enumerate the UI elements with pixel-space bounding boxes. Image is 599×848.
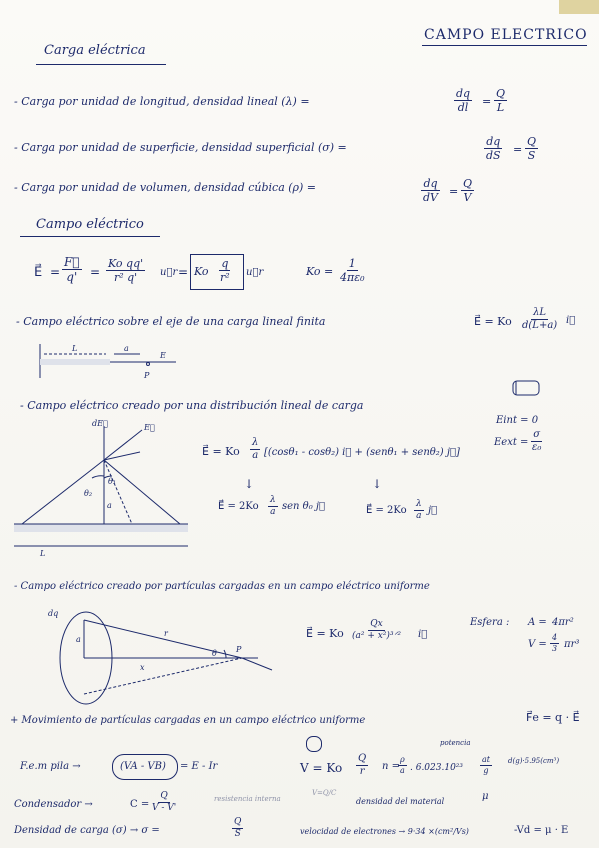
section-heading-campo: Campo eléctrico — [36, 217, 144, 232]
fraction — [480, 756, 492, 775]
unit-vector: u⃗r — [160, 267, 178, 278]
velocity-note: velocidad de electrones → 9·34 ×(cm²/Vs) — [300, 827, 469, 836]
numerator: at — [482, 755, 490, 764]
label-P: P — [144, 371, 150, 380]
capacitor-label: Condensador → — [14, 799, 93, 810]
ko-definition: Ko = — [306, 265, 334, 278]
esfera-label: Esfera : — [470, 617, 510, 628]
numerator: Q — [496, 87, 506, 100]
label-a: a — [124, 344, 129, 353]
fraction — [250, 438, 260, 461]
label-x: x — [140, 663, 145, 672]
numerator: Qx — [370, 619, 383, 629]
label-dE: dE⃗ — [92, 419, 108, 428]
numerator: q — [221, 257, 229, 270]
fraction — [520, 308, 559, 331]
fraction — [461, 178, 474, 203]
numerator: Ko qq' — [108, 257, 144, 270]
area-rhs: 4πr² — [552, 617, 574, 628]
potential-lhs: V = Ko — [300, 761, 343, 775]
equation-lhs: E⃗ = 2Ko — [366, 505, 407, 516]
label-E: E — [160, 351, 166, 360]
denominator: a — [270, 507, 276, 517]
unit-vector: i⃗ — [418, 629, 428, 640]
volume-rhs: πr³ — [564, 639, 580, 650]
fraction — [525, 136, 538, 161]
list-item-text: - Campo eléctrico creado por partículas cargadas en un campo eléctrico uniforme — [14, 581, 430, 592]
equals-sign: = — [449, 185, 459, 198]
heading-underline-campo — [20, 236, 160, 237]
fem-circled: (VA - VB) — [120, 761, 166, 772]
equation-lhs: E⃗ = 2Ko — [218, 501, 259, 512]
denominator: r² — [220, 271, 230, 284]
density-note: densidad del material — [356, 797, 445, 806]
numerator: dq — [456, 87, 471, 100]
numerator: σ — [533, 429, 541, 440]
fraction — [338, 258, 367, 283]
ring-charge-diagram — [48, 610, 278, 706]
fraction — [106, 258, 145, 283]
numerator: λ — [416, 499, 422, 509]
fraction — [218, 258, 232, 283]
field-vector-E: E⃗ — [34, 265, 43, 280]
label-theta1: θ₁ — [108, 477, 117, 486]
numerator: Q — [160, 791, 168, 801]
constant-ko: Ko — [194, 265, 209, 278]
page-title: CAMPO ELECTRICO — [424, 27, 588, 43]
arrow-down: ↓ — [244, 477, 255, 491]
denominator: 3 — [552, 644, 558, 653]
denominator: r² q' — [113, 271, 138, 284]
label-E-vec: E⃗ — [144, 423, 155, 432]
finite-line-diagram — [36, 340, 186, 384]
numerator: Q — [234, 817, 242, 827]
arrow-down: ↓ — [372, 477, 383, 491]
dmol-note: d(g)·5.95(cm³) — [508, 757, 560, 765]
list-item-text: - Campo eléctrico creado por una distribución lineal de carga — [20, 399, 364, 412]
list-item-text: - Carga por unidad de superficie, densidad superficial (σ) = — [14, 141, 347, 154]
fraction — [150, 792, 178, 813]
label-r: r — [164, 629, 168, 638]
fraction — [530, 430, 543, 453]
fraction — [414, 500, 424, 521]
potencia-note: potencia — [440, 739, 471, 747]
fraction — [62, 256, 82, 283]
numerator: λ — [252, 437, 259, 448]
fraction — [550, 634, 559, 653]
n-equation: n = — [382, 761, 400, 772]
eint-label: Eint = 0 — [496, 415, 539, 426]
numerator: Q — [358, 753, 367, 764]
denominator: ε₀ — [532, 442, 542, 453]
equals-sign: = — [90, 265, 101, 279]
denominator: V — [463, 191, 472, 204]
equation-body: sen θ₀ j⃗ — [282, 501, 325, 512]
force-equation: F⃗e = q · E⃗ — [526, 711, 580, 724]
label-L: L — [40, 549, 46, 558]
denominator: q' — [66, 270, 78, 284]
denominator: dV — [423, 191, 438, 204]
numerator: ρ — [400, 755, 405, 764]
fraction — [454, 88, 472, 113]
list-item-text: + Movimiento de partículas cargadas en un campo eléctrico uniforme — [10, 715, 366, 726]
denominator: 4πε₀ — [340, 271, 365, 284]
page-corner-tape — [559, 0, 599, 14]
label-a: a — [76, 635, 81, 644]
denominator: dl — [457, 101, 469, 114]
equals-sign: = — [482, 95, 492, 108]
unit-vector: u⃗r — [246, 267, 264, 278]
denominator: a — [252, 450, 259, 461]
denominator: r — [359, 766, 365, 777]
numerator: 1 — [348, 257, 356, 270]
label-theta2: θ₂ — [84, 489, 93, 498]
fraction — [350, 620, 403, 641]
label-a: a — [107, 501, 112, 510]
resistance-note: resistencia interna — [214, 795, 281, 803]
equals-sign: = — [513, 143, 523, 156]
title-underline — [422, 45, 587, 46]
fraction — [398, 756, 407, 775]
label-theta: θ — [212, 649, 217, 658]
unit-vector: i⃗ — [566, 315, 576, 326]
numerator: λ — [270, 495, 276, 505]
fraction — [421, 178, 440, 203]
numerator: Q — [463, 177, 473, 190]
fraction — [356, 754, 368, 777]
denominator: L — [496, 101, 505, 114]
area-lhs: A = — [528, 617, 547, 628]
denominator: (a² + x²)³ᐟ² — [352, 631, 401, 641]
denominator: dS — [486, 149, 501, 162]
denominator: g — [483, 766, 489, 775]
list-item-text: - Carga por unidad de volumen, densidad cúbica (ρ) = — [14, 181, 317, 194]
fraction — [268, 496, 278, 517]
denominator: a — [400, 766, 405, 775]
section-heading-carga: Carga eléctrica — [44, 43, 146, 58]
numerator: λL — [533, 307, 547, 318]
list-item-text: - Carga por unidad de longitud, densidad lineal (λ) = — [14, 95, 310, 108]
equation-body: [(cosθ₁ - cosθ₂) i⃗ + (senθ₁ + senθ₂) j⃗] — [264, 447, 460, 458]
circled-mark — [306, 736, 322, 752]
label-dq: dq — [48, 609, 59, 618]
equation-lhs: E⃗ = Ko — [474, 315, 512, 328]
fraction — [494, 88, 507, 113]
fraction — [484, 136, 503, 161]
numerator: Q — [527, 135, 537, 148]
line-distribution-diagram — [12, 420, 192, 560]
mu-note: μ — [482, 791, 489, 802]
capacitor-eq: C = — [130, 799, 150, 810]
equals-sign: = — [178, 265, 189, 279]
denominator: V - V' — [152, 803, 177, 813]
denominator: a — [416, 511, 422, 521]
numerator: dq — [486, 135, 501, 148]
charge-density-label: Densidad de carga (σ) → σ = — [14, 825, 160, 836]
numerator: 4 — [552, 633, 558, 642]
volume-lhs: V = — [528, 639, 547, 650]
fem-rhs: = E - Ir — [180, 761, 218, 772]
numerator: F⃗ — [64, 255, 80, 269]
equals-sign: = — [50, 265, 61, 279]
denominator: S — [527, 149, 536, 162]
heading-underline-carga — [36, 64, 166, 65]
eext-label: Eext = — [494, 437, 529, 448]
denominator: d(L+a) — [522, 320, 558, 331]
equation-body: j⃗ — [428, 505, 438, 516]
fraction — [232, 818, 243, 839]
equation-lhs: E⃗ = Ko — [306, 627, 344, 640]
label-L: L — [72, 344, 78, 353]
drift-velocity-eq: -Vd = μ · E — [514, 825, 569, 836]
denominator: S — [234, 829, 241, 839]
avogadro: . 6.023.10²³ — [410, 763, 464, 773]
label-P: P — [236, 645, 242, 654]
numerator: dq — [423, 177, 438, 190]
fem-label: F.e.m pila → — [20, 761, 81, 772]
list-item-text: - Campo eléctrico sobre el eje de una carga lineal finita — [16, 315, 326, 328]
vq-note: V=Q/C — [312, 789, 337, 797]
cylinder-sketch — [510, 378, 542, 398]
equation-lhs: E⃗ = Ko — [202, 445, 240, 458]
